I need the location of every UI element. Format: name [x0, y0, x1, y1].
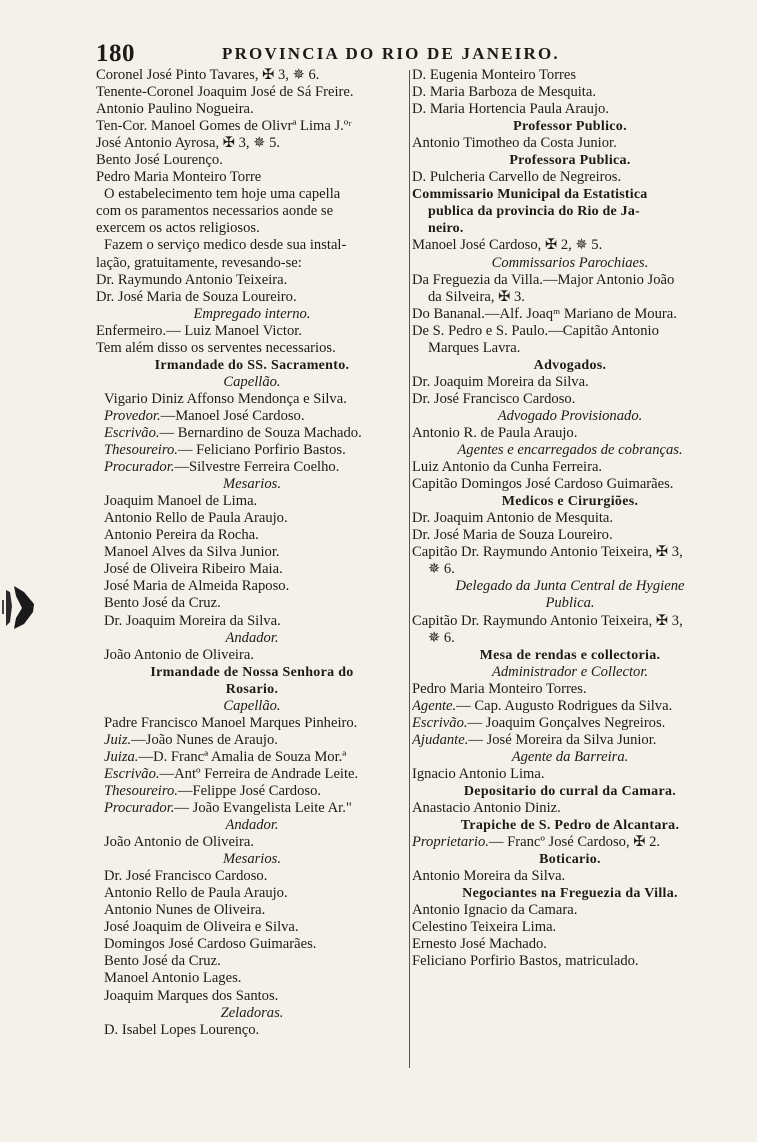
entry-text: João Antonio de Oliveira. [104, 646, 254, 663]
entry-line [96, 732, 408, 749]
entry-label: Escrivão. [412, 714, 468, 731]
entry-label: Procurador. [104, 800, 175, 817]
entry-text: José Joaquim de Oliveira e Silva. [104, 919, 299, 936]
entry-text: —Felippe José Cardoso. [177, 782, 322, 799]
entry-text: Medicos e Cirurgiões. [501, 494, 639, 510]
entry-line [412, 936, 728, 953]
entry-line [96, 203, 408, 220]
entry-line [96, 186, 408, 203]
entry-line [96, 544, 408, 561]
entry-text: — Joaquim Gonçalves Negreiros. [467, 714, 666, 731]
entry-line [412, 851, 728, 868]
entry-text: Fazem o serviço medico desde sua instal- [104, 237, 347, 254]
entry-line [412, 67, 728, 84]
entry-line [412, 255, 728, 272]
entry-text: Professora Publica. [509, 153, 631, 169]
entry-line [96, 340, 408, 357]
entry-label: Escrivão. [104, 765, 160, 782]
entry-text: D. Pulcheria Carvello de Negreiros. [412, 169, 622, 186]
entry-text: Coronel José Pinto Tavares, ✠ 3, ✵ 6. [96, 67, 320, 83]
entry-text: Pedro Maria Monteiro Torre [96, 169, 262, 186]
entry-line [412, 272, 728, 289]
entry-text: —Antº Ferreira de Andrade Leite. [159, 765, 359, 782]
column-divider [409, 70, 410, 1068]
entry-text: Antonio Ignacio da Camara. [412, 902, 578, 919]
entry-line [412, 527, 728, 544]
entry-line [96, 510, 408, 527]
entry-text: D. Maria Hortencia Paula Araujo. [412, 101, 609, 118]
entry-text: Da Freguezia da Villa.—Major Antonio João [412, 271, 675, 288]
entry-line [96, 67, 408, 84]
entry-text: da Silveira, ✠ 3. [428, 288, 525, 305]
entry-text: Antonio R. de Paula Araujo. [412, 424, 578, 441]
entry-line [96, 476, 408, 493]
entry-line [412, 340, 728, 357]
entry-text: Bento José Lourenço. [96, 152, 223, 169]
entry-text: Domingos José Cardoso Guimarães. [104, 936, 317, 953]
entry-label: Escrivão. [104, 424, 160, 441]
entry-line [96, 561, 408, 578]
entry-text: Vigario Diniz Affonso Mendonça e Silva. [104, 390, 347, 407]
entry-text: publica da provincia do Rio de Ja- [428, 204, 640, 220]
entry-line [412, 902, 728, 919]
entry-line [96, 289, 408, 306]
entry-line [96, 715, 408, 732]
entry-line [96, 817, 408, 834]
entry-text: —Silvestre Ferreira Coelho. [174, 459, 340, 476]
entry-line [96, 578, 408, 595]
entry-text: —Manoel José Cardoso. [160, 407, 305, 424]
entry-line [412, 630, 728, 647]
entry-line [96, 783, 408, 800]
entry-text: Professor Publico. [513, 119, 627, 135]
entry-line [96, 527, 408, 544]
entry-line [96, 698, 408, 715]
entry-line [96, 306, 408, 323]
entry-text: Dr. José Francisco Cardoso. [412, 390, 576, 407]
entry-text: Advogados. [533, 357, 607, 373]
entry-line [96, 237, 408, 254]
entry-line [96, 885, 408, 902]
left-column [96, 67, 408, 1039]
entry-text: Pedro Maria Monteiro Torres. [412, 680, 587, 697]
entry-text: Marques Lavra. [428, 339, 521, 356]
entry-text: Celestino Teixeira Lima. [412, 919, 557, 936]
entry-text: — Bernardino de Souza Machado. [159, 424, 362, 441]
entry-label: Provedor. [104, 407, 161, 424]
entry-text: Joaquim Manoel de Lima. [104, 493, 258, 510]
entry-line [96, 902, 408, 919]
entry-line [412, 715, 728, 732]
entry-line [412, 374, 728, 391]
entry-text: Dr. Joaquim Moreira da Silva. [104, 612, 281, 629]
entry-line [96, 919, 408, 936]
entry-text: Mesarios. [223, 476, 281, 493]
entry-line [412, 510, 728, 527]
entry-text: João Antonio de Oliveira. [104, 834, 254, 851]
entry-text: D. Maria Barboza de Mesquita. [412, 84, 596, 101]
entry-line [96, 493, 408, 510]
entry-line [412, 237, 728, 254]
entry-text: Antonio Pereira da Rocha. [104, 527, 259, 544]
entry-line [96, 834, 408, 851]
entry-label: Juiza. [104, 748, 139, 765]
entry-line [96, 851, 408, 868]
entry-line [96, 800, 408, 817]
entry-text: De S. Pedro e S. Paulo.—Capitão Antonio [412, 322, 659, 339]
entry-text: Advogado Provisionado. [497, 407, 643, 424]
entry-line [96, 647, 408, 664]
entry-line [96, 84, 408, 101]
entry-line [96, 459, 408, 476]
entry-text: lação, gratuitamente, revesando-se: [96, 254, 302, 271]
entry-line [96, 953, 408, 970]
entry-text: — Francº José Cardoso, ✠ 2. [488, 834, 661, 851]
entry-line [96, 135, 408, 152]
entry-line [96, 664, 408, 681]
entry-text: exercem os actos religiosos. [96, 220, 260, 237]
entry-text: Manoel Alves da Silva Junior. [104, 544, 280, 561]
entry-text: Dr. Joaquim Moreira da Silva. [412, 373, 589, 390]
entry-text: —D. Francª Amalia de Souza Mor.ª [138, 748, 347, 765]
entry-line [96, 766, 408, 783]
entry-line [412, 425, 728, 442]
entry-text: — José Moreira da Silva Junior. [468, 731, 657, 748]
entry-line [412, 647, 728, 664]
entry-line [412, 220, 728, 237]
entry-text: Rosario. [225, 681, 279, 697]
entry-text: Manoel José Cardoso, ✠ 2, ✵ 5. [412, 237, 603, 254]
entry-line [412, 408, 728, 425]
entry-text: Luiz Antonio da Cunha Ferreira. [412, 459, 603, 476]
entry-line [96, 936, 408, 953]
entry-text: Irmandade de Nossa Senhora do [150, 664, 354, 680]
entry-text: Antonio Paulino Nogueira. [96, 101, 254, 118]
entry-line [96, 613, 408, 630]
entry-text: Dr. Raymundo Antonio Teixeira. [96, 271, 288, 288]
entry-text: Antonio Timotheo da Costa Junior. [412, 135, 617, 152]
entry-text: Andador. [225, 817, 279, 834]
entry-line [96, 255, 408, 272]
entry-text: Tem além disso os serventes necessarios. [96, 339, 336, 356]
entry-text: José Antonio Ayrosa, ✠ 3, ✵ 5. [96, 135, 281, 152]
entry-line [96, 868, 408, 885]
entry-text: José Maria de Almeida Raposo. [104, 578, 290, 595]
entry-line [412, 135, 728, 152]
entry-label: Juiz. [104, 731, 132, 748]
entry-line [412, 800, 728, 817]
entry-text: Bento José da Cruz. [104, 953, 221, 970]
entry-line [412, 306, 728, 323]
entry-text: — João Evangelista Leite Ar." [174, 800, 352, 817]
entry-text: Antonio Rello de Paula Araujo. [104, 510, 288, 527]
entry-text: Joaquim Marques dos Santos. [104, 987, 279, 1004]
entry-text: com os paramentos necessarios aonde se [96, 203, 334, 220]
entry-line [96, 357, 408, 374]
entry-text: — Feliciano Porfirio Bastos. [177, 442, 346, 459]
entry-text: Antonio Rello de Paula Araujo. [104, 885, 288, 902]
entry-line [96, 1022, 408, 1039]
entry-line [412, 578, 728, 595]
entry-text: D. Eugenia Monteiro Torres [412, 67, 577, 83]
entry-text: Dr. José Maria de Souza Loureiro. [412, 527, 613, 544]
entry-label: Thesoureiro. [104, 442, 178, 459]
entry-line [96, 425, 408, 442]
entry-line [96, 988, 408, 1005]
entry-line [96, 220, 408, 237]
page-number: 180 [96, 40, 135, 67]
entry-line [96, 1005, 408, 1022]
entry-line [412, 442, 728, 459]
entry-line [96, 749, 408, 766]
entry-text: Commissario Municipal da Estatistica [412, 187, 648, 203]
entry-line [412, 323, 728, 340]
entry-line [412, 476, 728, 493]
entry-text: Delegado da Junta Central de Hygiene [455, 578, 685, 595]
entry-text: Commissarios Parochiaes. [491, 254, 649, 271]
entry-text: Ten-Cor. Manoel Gomes de Olivrª Lima J.ºʳ [96, 118, 352, 135]
entry-line [96, 101, 408, 118]
entry-text: Administrador e Collector. [491, 663, 649, 680]
entry-line [96, 681, 408, 698]
page-edge-mark-icon [0, 582, 38, 632]
entry-line [96, 374, 408, 391]
right-column [412, 67, 728, 970]
entry-text: Antonio Nunes de Oliveira. [104, 902, 266, 919]
entry-text: Feliciano Porfirio Bastos, matriculado. [412, 953, 639, 970]
entry-line [412, 681, 728, 698]
entry-text: Agente da Barreira. [511, 748, 629, 765]
entry-line [96, 442, 408, 459]
entry-text: Zeladoras. [220, 1004, 284, 1021]
entry-line [96, 391, 408, 408]
entry-line [412, 84, 728, 101]
entry-line [412, 289, 728, 306]
entry-text: Do Bananal.—Alf. Joaqᵐ Mariano de Moura. [412, 305, 677, 322]
entry-label: Thesoureiro. [104, 782, 178, 799]
entry-line [412, 834, 728, 851]
entry-text: Manoel Antonio Lages. [104, 970, 242, 987]
entry-line [96, 169, 408, 186]
entry-text: Antonio Moreira da Silva. [412, 868, 566, 885]
entry-line [412, 357, 728, 374]
entry-label: Ajudante. [412, 731, 469, 748]
entry-text: Bento José da Cruz. [104, 595, 221, 612]
entry-line [412, 169, 728, 186]
entry-label: Proprietario. [412, 834, 489, 851]
entry-text: Ignacio Antonio Lima. [412, 765, 545, 782]
entry-line [412, 101, 728, 118]
entry-text: O estabelecimento tem hoje uma capella [104, 186, 341, 203]
entry-line [412, 613, 728, 630]
entry-line [412, 391, 728, 408]
entry-text: Capellão. [223, 697, 281, 714]
entry-label: Procurador. [104, 459, 175, 476]
entry-text: Mesa de rendas e collectoria. [479, 647, 661, 663]
entry-line [412, 953, 728, 970]
entry-text: —João Nunes de Araujo. [131, 731, 278, 748]
entry-line [96, 595, 408, 612]
entry-line [412, 118, 728, 135]
entry-text: Capellão. [223, 373, 281, 390]
entry-text: Capitão Dr. Raymundo Antonio Teixeira, ✠ 3, [412, 612, 683, 629]
entry-line [96, 118, 408, 135]
entry-text: neiro. [428, 221, 464, 237]
entry-text: Andador. [225, 629, 279, 646]
entry-text: — Cap. Augusto Rodrigues da Silva. [456, 697, 673, 714]
entry-text: Publica. [545, 595, 595, 612]
entry-text: Trapiche de S. Pedro de Alcantara. [460, 818, 680, 834]
entry-text: Dr. José Maria de Souza Loureiro. [96, 288, 297, 305]
entry-text: Ernesto José Machado. [412, 936, 547, 953]
entry-text: Dr. Joaquim Antonio de Mesquita. [412, 510, 614, 527]
entry-line [412, 186, 728, 203]
entry-line [96, 152, 408, 169]
entry-line [412, 203, 728, 220]
entry-line [96, 970, 408, 987]
entry-text: Depositario do curral da Camara. [463, 783, 677, 799]
entry-text: Dr. José Francisco Cardoso. [104, 868, 268, 885]
entry-line [412, 783, 728, 800]
entry-label: Agente. [412, 697, 457, 714]
entry-text: Boticario. [539, 852, 601, 868]
entry-line [412, 868, 728, 885]
entry-text: ✵ 6. [428, 561, 455, 578]
entry-line [412, 919, 728, 936]
entry-line [96, 630, 408, 647]
entry-text: ✵ 6. [428, 629, 455, 646]
entry-text: Enfermeiro.— Luiz Manoel Victor. [96, 322, 302, 339]
entry-line [412, 152, 728, 169]
entry-line [412, 698, 728, 715]
entry-text: Negociantes na Freguezia da Villa. [462, 886, 678, 902]
entry-text: Capitão Dr. Raymundo Antonio Teixeira, ✠ 3, [412, 544, 683, 561]
entry-line [412, 766, 728, 783]
entry-text: José de Oliveira Ribeiro Maia. [104, 561, 283, 578]
entry-line [412, 493, 728, 510]
entry-line [412, 595, 728, 612]
entry-text: Agentes e encarregados de cobranças. [457, 442, 683, 459]
entry-line [96, 408, 408, 425]
entry-line [412, 664, 728, 681]
entry-line [412, 749, 728, 766]
entry-text: Tenente-Coronel Joaquim José de Sá Freire. [96, 84, 354, 101]
entry-text: Empregado interno. [193, 305, 311, 322]
entry-line [412, 544, 728, 561]
entry-text: Capitão Domingos José Cardoso Guimarães. [412, 476, 674, 493]
entry-text: D. Isabel Lopes Lourenço. [104, 1021, 260, 1038]
entry-text: Padre Francisco Manoel Marques Pinheiro. [104, 714, 358, 731]
entry-line [412, 561, 728, 578]
entry-text: Irmandade do SS. Sacramento. [154, 357, 350, 373]
entry-line [412, 459, 728, 476]
entry-line [96, 323, 408, 340]
entry-text: Mesarios. [223, 851, 281, 868]
entry-line [412, 817, 728, 834]
running-title: PROVINCIA DO RIO DE JANEIRO. [222, 44, 560, 63]
entry-line [412, 732, 728, 749]
entry-line [412, 885, 728, 902]
entry-line [96, 272, 408, 289]
entry-text: Anastacio Antonio Diniz. [412, 800, 561, 817]
